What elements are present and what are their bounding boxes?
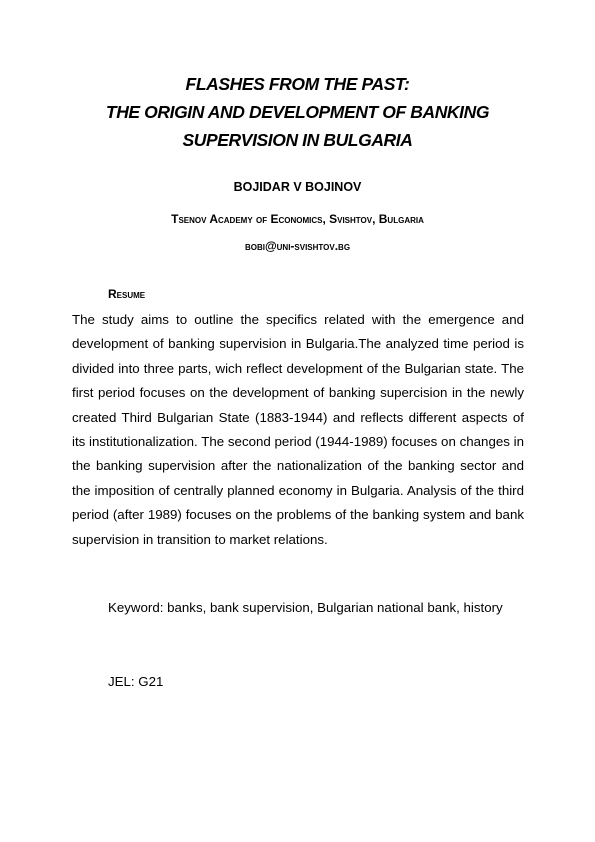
title-line-3: SUPERVISION IN BULGARIA [182,130,413,150]
author-email: bobi@uni-svishtov.bg [244,239,351,253]
keywords-text: Keyword: banks, bank supervision, Bulgarian national bank, history [108,600,503,615]
title-line-2: THE ORIGIN AND DEVELOPMENT OF BANKING [105,102,490,122]
author-affiliation: Tsenov Academy of Economics, Svishtov, Bulgaria [171,212,424,226]
author-name: BOJIDAR V BOJINOV [233,180,362,194]
paper-title [0,70,595,154]
title-line-1: FLASHES FROM THE PAST: [185,74,410,94]
abstract-text: The study aims to outline the specifics related with the emergence and development of banking supervision in Bulgaria.The analyzed time period is divided into three parts, wich reflect development of the Bulgarian state. The first period focuses on the development of banking supercision in the newly created Third Bulgarian State (1883-1944) and reflects different aspects of its institutionalization. The second period (1944-1989) focuses on changes in the banking supervision after the nationalization of the banking sector and the imposition of centrally planned economy in Bulgaria. Analysis of the third period (after 1989) focuses on the problems of the banking system and bank supervision in transition to market relations. [72,312,524,547]
jel-code: JEL: G21 [108,674,164,689]
resume-heading: Resume [108,287,146,301]
